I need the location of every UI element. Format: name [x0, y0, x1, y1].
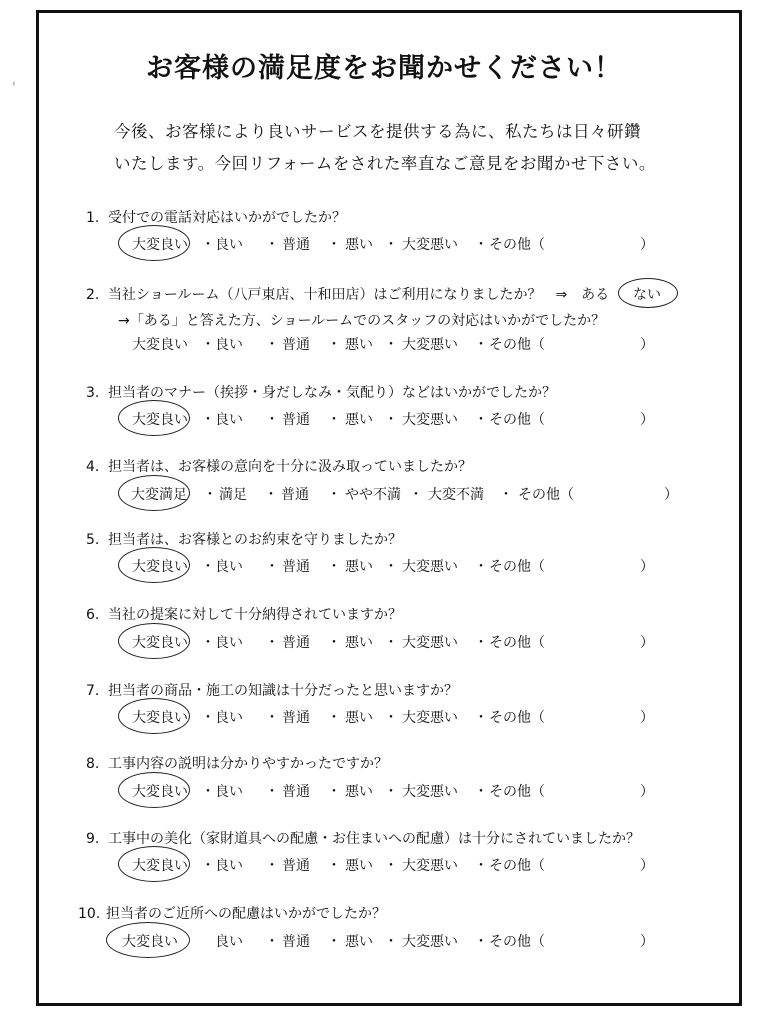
question-1: [86, 207, 346, 227]
question-text: 担当者は、お客様とのお約束を守りましたか？: [108, 532, 402, 548]
option-悪い[interactable]: 悪い: [345, 559, 373, 575]
question-number: 9.: [86, 831, 100, 847]
option-良い[interactable]: 良い: [215, 784, 243, 800]
option-大変良い[interactable]: 大変良い: [132, 784, 188, 800]
question-text: 工事内容の説明は分かりやすかったですか？: [108, 756, 388, 772]
other-close-paren: ）: [640, 784, 654, 800]
question-5: [86, 529, 402, 549]
option-separator: ・: [201, 337, 215, 353]
question-number: 5.: [86, 532, 100, 548]
other-close-paren: ）: [664, 487, 678, 503]
option-separator: ・: [384, 337, 398, 353]
option-大変不満[interactable]: 大変不満: [428, 487, 484, 503]
question-number: 6.: [86, 607, 100, 623]
option-separator: ・: [327, 635, 341, 651]
option-separator: ・: [474, 337, 488, 353]
option-separator: ・: [499, 487, 513, 503]
option-悪い[interactable]: 悪い: [345, 412, 373, 428]
option-悪い[interactable]: 悪い: [345, 635, 373, 651]
option-separator: ・: [327, 487, 341, 503]
option-良い[interactable]: 良い: [215, 635, 243, 651]
other-close-paren: ）: [640, 412, 654, 428]
option-良い[interactable]: 良い: [215, 858, 243, 874]
option-大変良い[interactable]: 大変良い: [132, 559, 188, 575]
question-10: [78, 903, 386, 923]
question-9: [86, 828, 640, 848]
option-悪い[interactable]: 悪い: [345, 337, 373, 353]
option-separator: ・: [201, 710, 215, 726]
question-text: 担当者のマナー（挨拶・身だしなみ・気配り）などはいかがでしたか？: [108, 385, 556, 401]
question-text: 当社の提案に対して十分納得されていますか？: [108, 607, 402, 623]
option-separator: ・: [201, 784, 215, 800]
other-close-paren: ）: [640, 710, 654, 726]
option-その他（[interactable]: その他（: [489, 784, 545, 800]
option-普通[interactable]: 普通: [282, 784, 310, 800]
option-separator: ・: [474, 710, 488, 726]
option-大変満足[interactable]: 大変満足: [131, 487, 187, 503]
option-その他（[interactable]: その他（: [489, 858, 545, 874]
option-普通[interactable]: 普通: [282, 934, 310, 950]
option-普通[interactable]: 普通: [282, 412, 310, 428]
option-大変悪い[interactable]: 大変悪い: [402, 559, 458, 575]
option-separator: ・: [265, 237, 279, 253]
option-separator: ・: [265, 934, 279, 950]
question-text: 工事中の美化（家財道具への配慮・お住まいへの配慮）は十分にされていましたか？: [108, 831, 640, 847]
option-separator: ・: [327, 559, 341, 575]
option-悪い[interactable]: 悪い: [345, 237, 373, 253]
option-普通[interactable]: 普通: [282, 559, 310, 575]
option-大変悪い[interactable]: 大変悪い: [402, 237, 458, 253]
option-separator: ・: [265, 784, 279, 800]
option-普通[interactable]: 普通: [282, 710, 310, 726]
option-separator: ・: [201, 412, 215, 428]
option-良い[interactable]: 良い: [215, 559, 243, 575]
other-close-paren: ）: [640, 635, 654, 651]
option-separator: ・: [201, 635, 215, 651]
option-separator: ・: [327, 337, 341, 353]
intro-line-1: 今後、お客様により良いサービスを提供する為に、私たちは日々研鑽: [114, 122, 641, 141]
option-大変良い[interactable]: 大変良い: [132, 412, 188, 428]
option-separator: ・: [409, 487, 423, 503]
option-separator: ・: [327, 237, 341, 253]
question-number: 2.: [86, 287, 100, 303]
option-やや不満[interactable]: やや不満: [345, 487, 401, 503]
option-大変悪い[interactable]: 大変悪い: [402, 858, 458, 874]
option-普通[interactable]: 普通: [282, 858, 310, 874]
question-text: 受付での電話対応はいかがでしたか？: [108, 210, 346, 226]
option-大変良い[interactable]: 大変良い: [132, 337, 188, 353]
option-separator: ・: [474, 412, 488, 428]
option-separator: ・: [384, 710, 398, 726]
option-大変悪い[interactable]: 大変悪い: [402, 710, 458, 726]
option-大変良い[interactable]: 大変良い: [132, 237, 188, 253]
option-separator: ・: [265, 710, 279, 726]
question-6: [86, 604, 402, 624]
question-8: [86, 753, 388, 773]
option-大変良い[interactable]: 大変良い: [132, 635, 188, 651]
option-良い[interactable]: 良い: [215, 934, 243, 950]
question-2: [86, 284, 609, 304]
option-separator: ・: [384, 237, 398, 253]
option-普通[interactable]: 普通: [281, 487, 309, 503]
option-満足[interactable]: 満足: [219, 487, 247, 503]
option-大変良い[interactable]: 大変良い: [132, 710, 188, 726]
option-悪い[interactable]: 悪い: [345, 934, 373, 950]
option-separator: ・: [265, 858, 279, 874]
option-その他（[interactable]: その他（: [489, 934, 545, 950]
other-close-paren: ）: [640, 858, 654, 874]
option-普通[interactable]: 普通: [282, 337, 310, 353]
option-separator: ・: [201, 237, 215, 253]
option-その他（[interactable]: その他（: [489, 635, 545, 651]
scan-mark: ': [12, 80, 16, 96]
question-number: 3.: [86, 385, 100, 401]
option-良い[interactable]: 良い: [215, 412, 243, 428]
option-separator: ・: [265, 412, 279, 428]
other-close-paren: ）: [640, 237, 654, 253]
question-number: 7.: [86, 683, 100, 699]
intro-line-2: いたします。今回リフォームをされた率直なご意見をお聞かせ下さい。: [114, 154, 656, 173]
option-separator: ・: [384, 559, 398, 575]
option-separator: ・: [474, 934, 488, 950]
option-その他（[interactable]: その他（: [489, 237, 545, 253]
option-separator: ・: [327, 412, 341, 428]
option-separator: ・: [201, 858, 215, 874]
option-悪い[interactable]: 悪い: [345, 784, 373, 800]
option-普通[interactable]: 普通: [282, 635, 310, 651]
question-number: 1.: [86, 210, 100, 226]
option-大変悪い[interactable]: 大変悪い: [402, 934, 458, 950]
question-number: 10.: [78, 906, 101, 922]
option-separator: ・: [201, 559, 215, 575]
option-separator: ・: [203, 487, 217, 503]
question-text: 担当者のご近所への配慮はいかがでしたか？: [106, 906, 386, 922]
option-悪い[interactable]: 悪い: [345, 858, 373, 874]
option-separator: ・: [384, 934, 398, 950]
option-大変悪い[interactable]: 大変悪い: [402, 337, 458, 353]
question-number: 8.: [86, 756, 100, 772]
option-その他（[interactable]: その他（: [489, 412, 545, 428]
question-text: 当社ショールーム（八戸東店、十和田店）はご利用になりましたか？ ⇒ ある: [108, 287, 610, 303]
option-その他（[interactable]: その他（: [489, 559, 545, 575]
option-separator: ・: [265, 337, 279, 353]
page-title: お客様の満足度をお聞かせください！: [146, 53, 622, 84]
option-大変悪い[interactable]: 大変悪い: [402, 635, 458, 651]
option-その他（[interactable]: その他（: [489, 337, 545, 353]
option-separator: ・: [327, 710, 341, 726]
option-separator: ・: [474, 858, 488, 874]
question-7: [86, 680, 458, 700]
other-close-paren: ）: [640, 934, 654, 950]
option-separator: ・: [384, 412, 398, 428]
option-悪い[interactable]: 悪い: [345, 710, 373, 726]
option-大変良い[interactable]: 大変良い: [122, 934, 178, 950]
question-text: 担当者は、お客様の意向を十分に汲み取っていましたか？: [108, 459, 472, 475]
option-separator: ・: [327, 858, 341, 874]
option-普通[interactable]: 普通: [282, 237, 310, 253]
option-separator: ・: [474, 237, 488, 253]
question-subtext: →「ある」と答えた方、ショールームでのスタッフの対応はいかがでしたか？: [118, 313, 606, 329]
option-その他（[interactable]: その他（: [518, 487, 574, 503]
option-separator: ・: [474, 784, 488, 800]
option-separator: ・: [474, 559, 488, 575]
option-大変悪い[interactable]: 大変悪い: [402, 784, 458, 800]
option-大変悪い[interactable]: 大変悪い: [402, 412, 458, 428]
answer-choice-nai[interactable]: ない: [633, 287, 661, 303]
option-その他（[interactable]: その他（: [489, 710, 545, 726]
option-良い[interactable]: 良い: [215, 237, 243, 253]
option-separator: ・: [265, 635, 279, 651]
option-separator: ・: [327, 784, 341, 800]
question-number: 4.: [86, 459, 100, 475]
option-大変良い[interactable]: 大変良い: [132, 858, 188, 874]
option-良い[interactable]: 良い: [215, 337, 243, 353]
option-separator: ・: [327, 934, 341, 950]
option-separator: ・: [265, 559, 279, 575]
option-separator: ・: [384, 784, 398, 800]
question-4: [86, 456, 472, 476]
option-良い[interactable]: 良い: [215, 710, 243, 726]
option-separator: ・: [384, 635, 398, 651]
question-text: 担当者の商品・施工の知識は十分だったと思いますか？: [108, 683, 458, 699]
other-close-paren: ）: [640, 559, 654, 575]
option-separator: ・: [384, 858, 398, 874]
option-separator: ・: [474, 635, 488, 651]
other-close-paren: ）: [640, 337, 654, 353]
option-separator: ・: [264, 487, 278, 503]
question-3: [86, 382, 556, 402]
